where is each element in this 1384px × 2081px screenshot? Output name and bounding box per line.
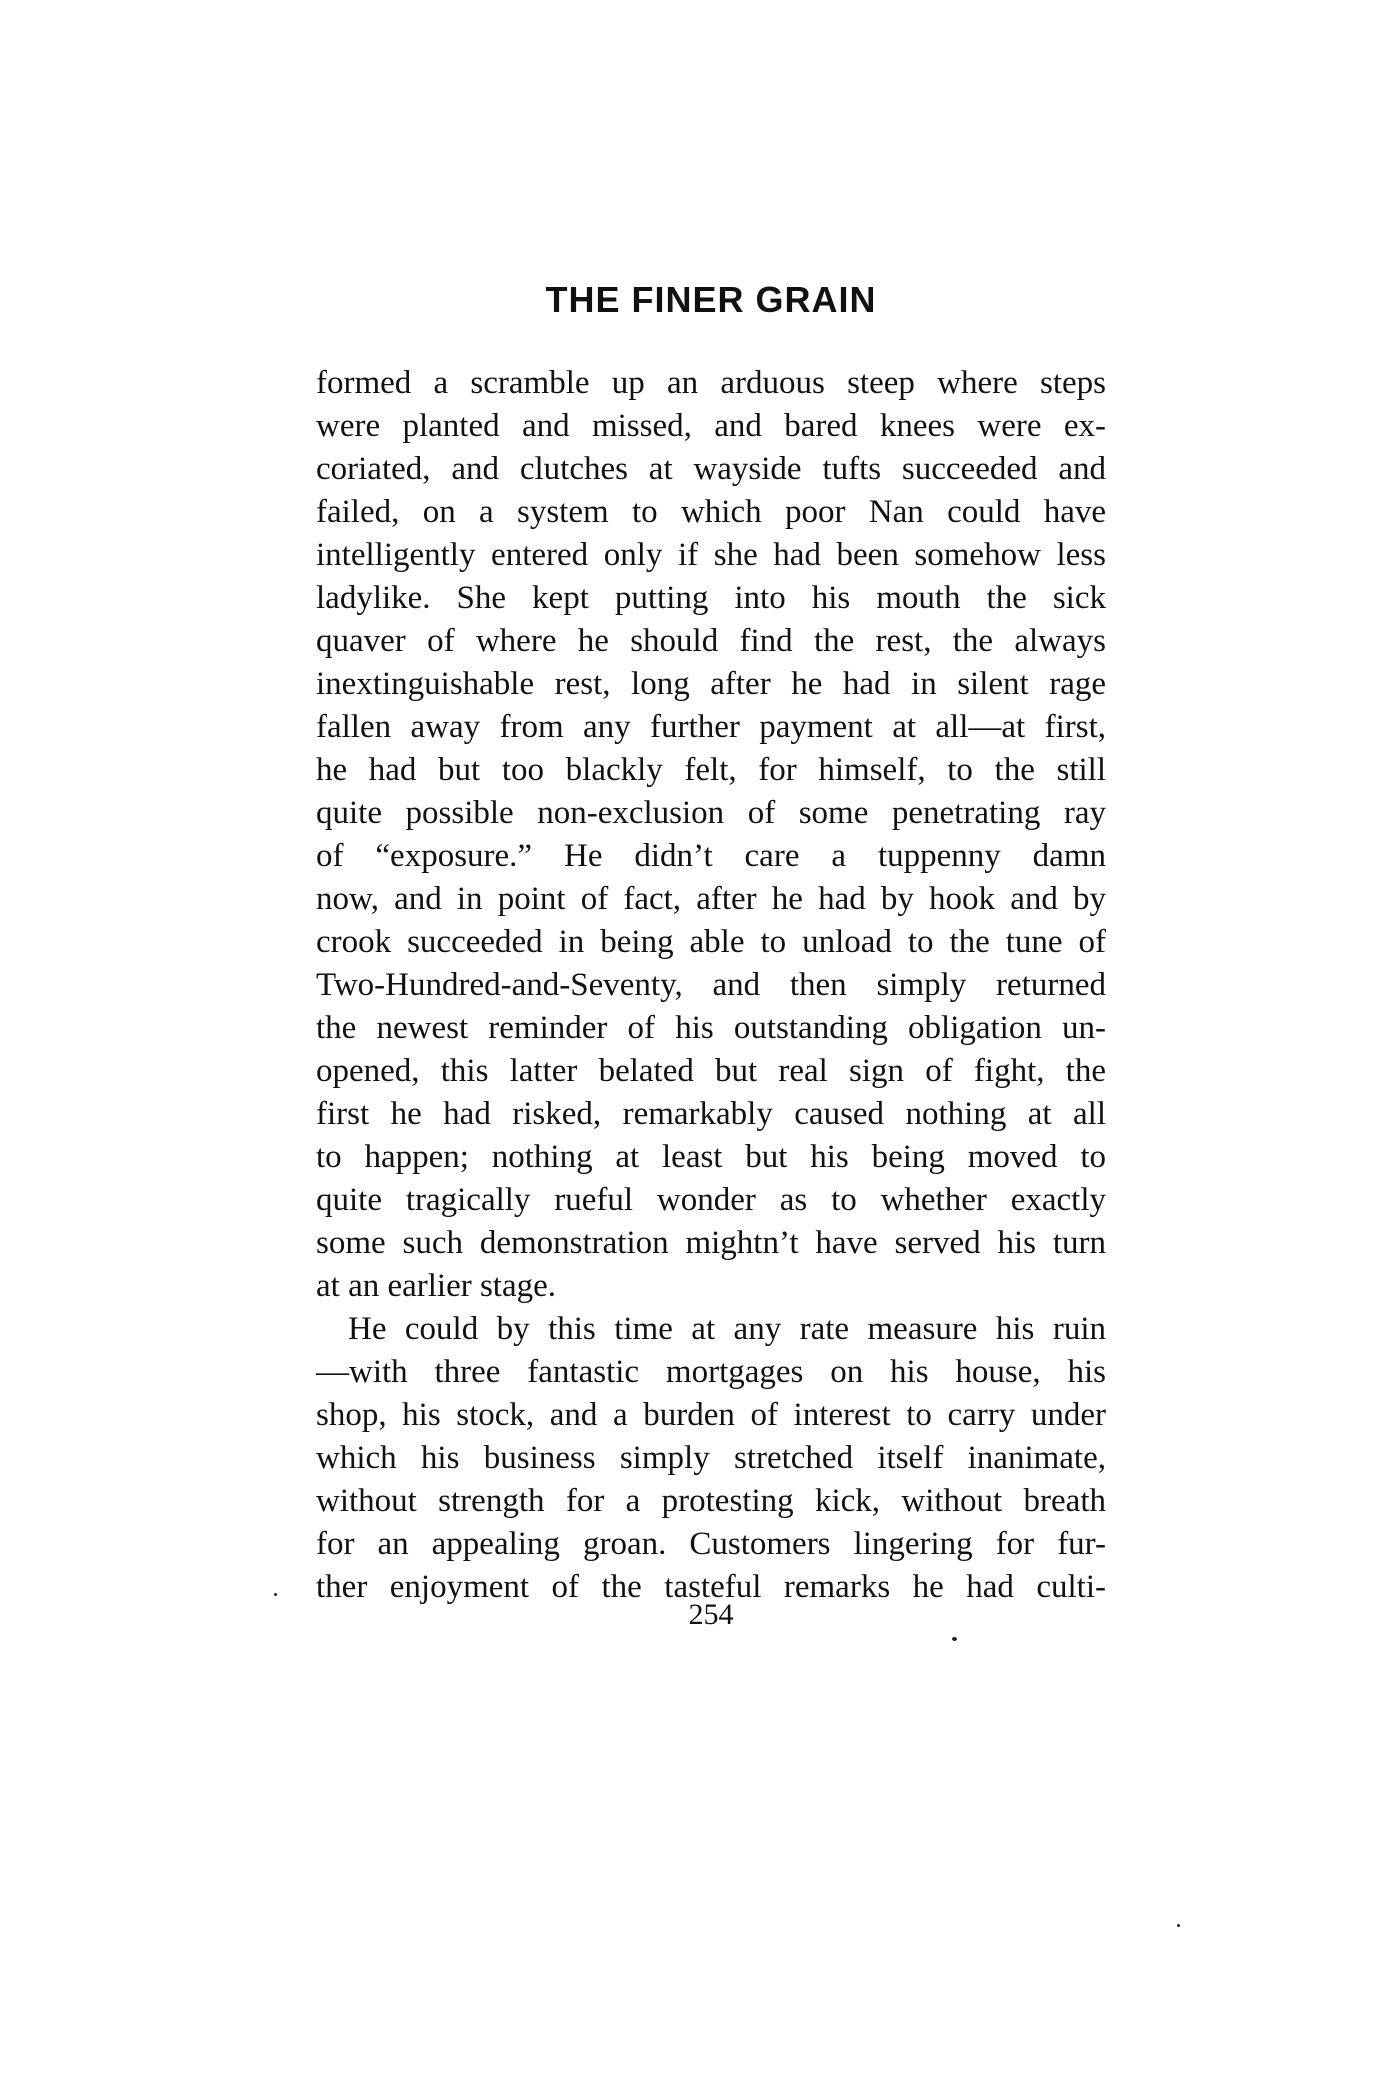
text-line: shop, his stock, and a burden of interest to carry under [316, 1397, 1106, 1433]
text-line: to happen; nothing at least but his being moved to [316, 1139, 1106, 1175]
paragraph [316, 1308, 1106, 1609]
text-line: —with three fantastic mortgages on his house, his [316, 1354, 1106, 1390]
text-line: fallen away from any further payment at all—at first, [316, 709, 1106, 745]
text-line: of “exposure.” He didn’t care a tuppenny damn [316, 838, 1106, 874]
text-line: He could by this time at any rate measure his ruin [348, 1311, 1106, 1347]
scan-speck [952, 1637, 957, 1641]
text-line: ther enjoyment of the tasteful remarks he had culti- [316, 1569, 1106, 1605]
page-number: 254 [688, 1598, 734, 1631]
text-line: Two-Hundred-and-Seventy, and then simply returned [316, 967, 1106, 1003]
paragraph [316, 362, 1106, 1308]
text-line: intelligently entered only if she had been somehow less [316, 537, 1106, 573]
text-line: quite possible non-exclusion of some penetrating ray [316, 795, 1106, 831]
text-line: quaver of where he should find the rest, the always [316, 623, 1106, 659]
text-line: ladylike. She kept putting into his mouth the sick [316, 580, 1106, 616]
text-line: some such demonstration mightn’t have served his turn [316, 1225, 1106, 1261]
text-line: opened, this latter belated but real sign of fight, the [316, 1053, 1106, 1089]
text-line: quite tragically rueful wonder as to whether exactly [316, 1182, 1106, 1218]
text-line: he had but too blackly felt, for himself, to the still [316, 752, 1106, 788]
text-line: the newest reminder of his outstanding obligation un- [316, 1010, 1106, 1046]
text-line: at an earlier stage. [316, 1268, 557, 1304]
text-line: without strength for a protesting kick, without breath [316, 1483, 1106, 1519]
text-line: for an appealing groan. Customers lingering for fur- [316, 1526, 1106, 1562]
scan-speck [274, 1593, 277, 1596]
text-line: coriated, and clutches at wayside tufts succeeded and [316, 451, 1106, 487]
text-line: were planted and missed, and bared knees were ex- [316, 408, 1106, 444]
text-line: crook succeeded in being able to unload to the tune of [316, 924, 1106, 960]
scan-speck [1177, 1924, 1180, 1927]
text-line: which his business simply stretched itself inanimate, [316, 1440, 1106, 1476]
body-text [316, 362, 1106, 1609]
text-line: formed a scramble up an arduous steep where steps [316, 365, 1106, 401]
text-line: inextinguishable rest, long after he had in silent rage [316, 666, 1106, 702]
running-head: THE FINER GRAIN [545, 279, 877, 320]
text-line: first he had risked, remarkably caused nothing at all [316, 1096, 1106, 1132]
text-line: failed, on a system to which poor Nan could have [316, 494, 1106, 530]
text-line: now, and in point of fact, after he had by hook and by [316, 881, 1106, 917]
